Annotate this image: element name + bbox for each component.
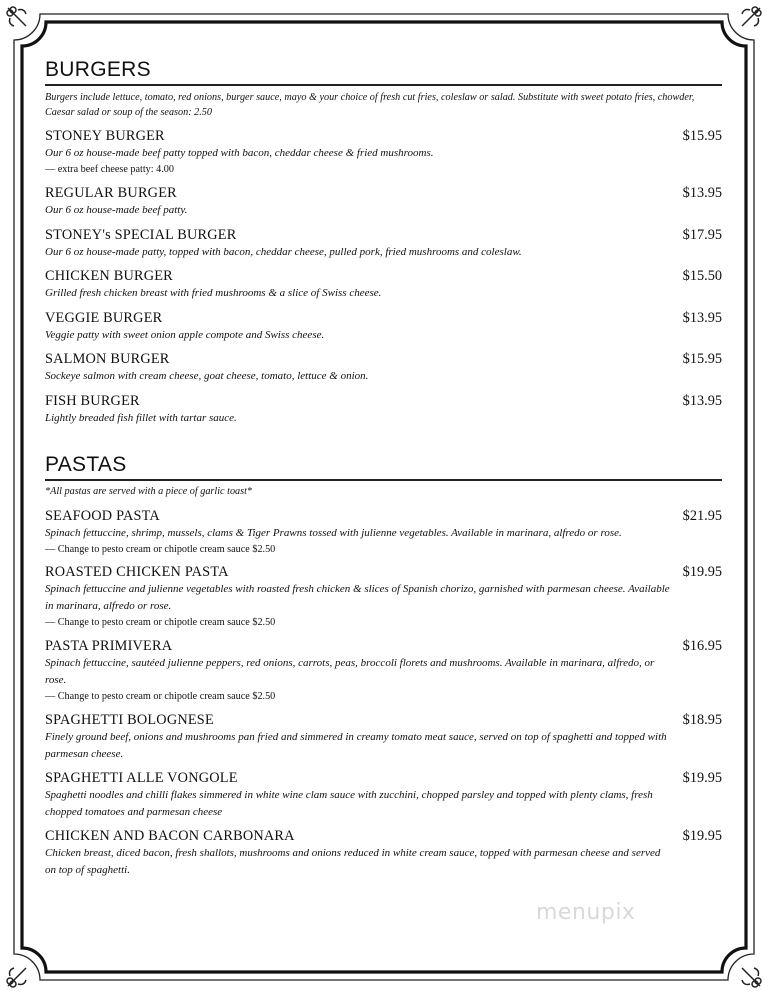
burgers-section-title: BURGERS [45, 58, 151, 81]
item-description: Spinach fettuccine, shrimp, mussels, clams & Tiger Prawns tossed with julienne vegetables. Available in marinara, alfredo or rose. [45, 527, 622, 539]
item-description: Chicken breast, diced bacon, fresh shallots, mushrooms and onions reduced in white cream sauce, topped with parmesan cheese and served on top of spaghetti. [45, 847, 661, 876]
item-price: $19.95 [682, 564, 722, 580]
item-name: SPAGHETTI ALLE VONGOLE [45, 770, 238, 786]
menu-item-spaghetti-bolognese [45, 711, 722, 763]
item-price: $15.95 [682, 128, 722, 144]
item-description: Spaghetti noodles and chilli flakes simmered in white wine clam sauce with zucchini, chopped parsley and topped with plenty clams, fresh chopped tomatoes and parmesan cheese [45, 789, 653, 818]
corner-ornament-top-right-icon [738, 4, 764, 30]
item-description: Sockeye salmon with cream cheese, goat cheese, tomato, lettuce & onion. [45, 370, 369, 382]
item-price: $16.95 [682, 638, 722, 654]
item-description: Our 6 oz house-made beef patty topped with bacon, cheddar cheese & fried mushrooms. [45, 147, 434, 159]
item-name: FISH BURGER [45, 393, 140, 409]
item-extra: — Change to pesto cream or chipotle cream sauce $2.50 [45, 544, 276, 555]
pastas-section-title: PASTAS [45, 453, 127, 476]
item-name: REGULAR BURGER [45, 185, 177, 201]
item-extra: — Change to pesto cream or chipotle cream sauce $2.50 [45, 691, 276, 702]
item-description: Spinach fettuccine, sautéed julienne peppers, red onions, carrots, peas, broccoli florets and mushrooms. Available in marinara, alfredo, or rose. [45, 657, 655, 686]
item-name: CHICKEN BURGER [45, 268, 173, 284]
item-name: ROASTED CHICKEN PASTA [45, 564, 229, 580]
item-price: $19.95 [682, 828, 722, 844]
menu-item-regular-burger [45, 184, 722, 219]
menu-item-salmon-burger [45, 350, 722, 385]
item-price: $17.95 [682, 227, 722, 243]
menu-item-veggie-burger [45, 309, 722, 344]
item-price: $15.95 [682, 351, 722, 367]
item-price: $19.95 [682, 770, 722, 786]
item-name: SPAGHETTI BOLOGNESE [45, 712, 214, 728]
menu-item-pasta-primivera [45, 637, 722, 704]
menu-item-spaghetti-alle-vongole [45, 769, 722, 821]
item-price: $18.95 [682, 712, 722, 728]
item-description: Finely ground beef, onions and mushrooms pan fried and simmered in creamy tomato meat sauce, served on top of spaghetti and topped with parmesan cheese. [45, 731, 667, 760]
menu-item-fish-burger [45, 392, 722, 427]
menu-item-roasted-chicken-pasta [45, 563, 722, 630]
item-price: $21.95 [682, 508, 722, 524]
watermark-logo: menupix [536, 900, 636, 925]
burgers-divider [45, 84, 722, 86]
item-name: SALMON BURGER [45, 351, 170, 367]
corner-ornament-bottom-right-icon [738, 964, 764, 990]
burgers-note: Burgers include lettuce, tomato, red onions, burger sauce, mayo & your choice of fresh cut fries, coleslaw or salad. Substitute with sweet potato fries, chowder, Caesar salad or soup of the season: 2.50 [45, 92, 695, 118]
corner-ornament-bottom-left-icon [4, 964, 30, 990]
item-description: Grilled fresh chicken breast with fried mushrooms & a slice of Swiss cheese. [45, 287, 382, 299]
item-price: $13.95 [682, 393, 722, 409]
menu-item-stoney-burger [45, 127, 722, 177]
pastas-note: *All pastas are served with a piece of garlic toast* [45, 486, 253, 497]
item-description: Lightly breaded fish fillet with tartar sauce. [45, 412, 237, 424]
item-extra: — Change to pesto cream or chipotle cream sauce $2.50 [45, 617, 276, 628]
item-price: $13.95 [682, 185, 722, 201]
item-description: Our 6 oz house-made patty, topped with bacon, cheddar cheese, pulled pork, fried mushrooms and coleslaw. [45, 246, 522, 258]
item-name: VEGGIE BURGER [45, 310, 163, 326]
item-description: Spinach fettuccine and julienne vegetables with roasted fresh chicken & slices of Spanish chorizo, garnished with parmesan cheese. Available in marinara, alfredo or rose. [45, 583, 670, 612]
item-name: PASTA PRIMIVERA [45, 638, 173, 654]
item-name: STONEY BURGER [45, 128, 165, 144]
menu-item-stoneys-special-burger [45, 226, 722, 261]
item-name: SEAFOOD PASTA [45, 508, 160, 524]
corner-ornament-top-left-icon [4, 4, 30, 30]
item-price: $15.50 [682, 268, 722, 284]
item-name: STONEY's SPECIAL BURGER [45, 227, 237, 243]
item-description: Our 6 oz house-made beef patty. [45, 204, 188, 216]
menu-item-chicken-burger [45, 267, 722, 302]
pastas-divider [45, 479, 722, 481]
item-name: CHICKEN AND BACON CARBONARA [45, 828, 295, 844]
item-extra: — extra beef cheese patty: 4.00 [45, 164, 174, 175]
menu-item-seafood-pasta [45, 507, 722, 557]
item-price: $13.95 [682, 310, 722, 326]
menu-item-chicken-and-bacon-carbonara [45, 827, 722, 879]
item-description: Veggie patty with sweet onion apple compote and Swiss cheese. [45, 329, 325, 341]
